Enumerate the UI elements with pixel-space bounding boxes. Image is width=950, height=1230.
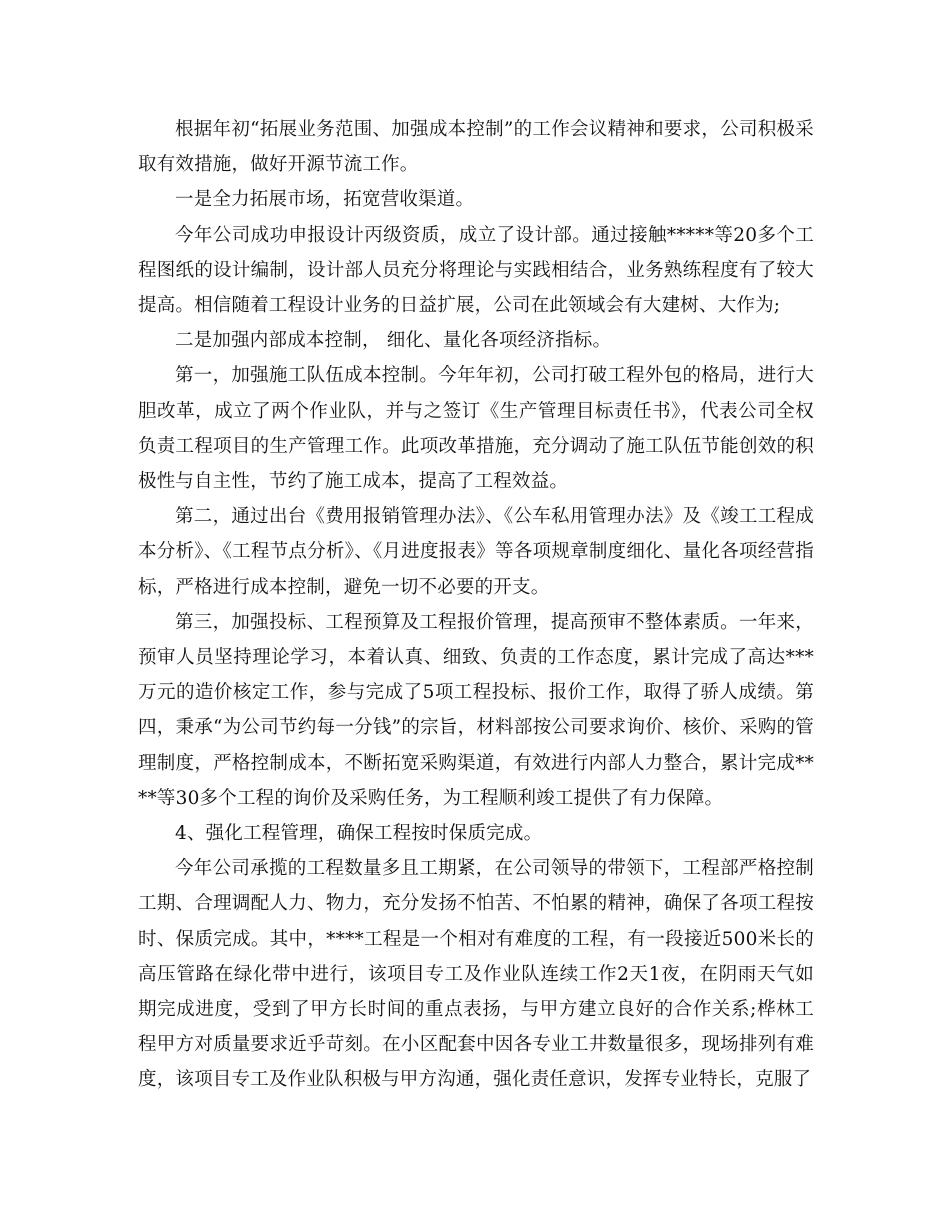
document-body bbox=[138, 112, 814, 1098]
paragraph-second-point: 第二，通过出台《费用报销管理办法》、《公车私用管理办法》及《竣工工程成本分析》、《工程节点分析》、《月进度报表》等各项规章制度细化、量化各项经营指标，严格进行成本控制，避免一切不必要的开支。 bbox=[138, 506, 814, 598]
paragraph-project-details: 今年公司承揽的工程数量多且工期紧，在公司领导的带领下，工程部严格控制工期、合理调配人力、物力，充分发扬不怕苦、不怕累的精神，确保了各项工程按时、保质完成。其中，****工程是一个相对有难度的工程，有一段接近500米长的高压管路在绿化带中进行，该项目专工及作业队连续工作2天1夜，在阴雨天气如期完成进度，受到了甲方长时间的重点表扬，与甲方建立良好的合作关系;桦林工程甲方对质量要求近乎苛刻。在小区配套中因各专业工井数量很多，现场排列有难度，该项目专工及作业队积极与甲方沟通，强化责任意识，发挥专业特长，克服了 bbox=[138, 858, 814, 1091]
paragraph-heading-project-management: 4、强化工程管理，确保工程按时保质完成。 bbox=[175, 823, 543, 845]
paragraph-third-fourth-point: 第三，加强投标、工程预算及工程报价管理，提高预审不整体素质。一年来，预审人员坚持理论学习，本着认真、细致、负责的工作态度，累计完成了高达***万元的造价核定工作，参与完成了5项工程投标、报价工作，取得了骄人成绩。第四，秉承“为公司节约每一分钱”的宗旨，材料部按公司要求询价、核价、采购的管理制度，严格控制成本，不断拓宽采购渠道，有效进行内部人力整合，累计完成****等30多个工程的询价及采购任务，为工程顺利竣工提供了有力保障。 bbox=[138, 611, 814, 809]
paragraph-first-point: 第一，加强施工队伍成本控制。今年年初，公司打破工程外包的格局，进行大胆改革，成立了两个作业队，并与之签订《生产管理目标责任书》，代表公司全权负责工程项目的生产管理工作。此项改革措施，充分调动了施工队伍节能创效的积极性与自主性，节约了施工成本，提高了工程效益。 bbox=[138, 365, 814, 493]
paragraph-heading-market: 一是全力拓展市场，拓宽营收渠道。 bbox=[175, 189, 475, 211]
paragraph-design-department: 今年公司成功申报设计丙级资质，成立了设计部。通过接触*****等20多个工程图纸的设计编制，设计部人员充分将理论与实践相结合，业务熟练程度有了较大提高。相信随着工程设计业务的日益扩展，公司在此领域会有大建树、大作为; bbox=[138, 224, 814, 317]
paragraph-intro: 根据年初“拓展业务范围、加强成本控制”的工作会议精神和要求，公司积极采取有效措施，做好开源节流工作。 bbox=[138, 119, 814, 176]
paragraph-heading-cost-control: 二是加强内部成本控制， 细化、量化各项经济指标。 bbox=[175, 330, 612, 352]
